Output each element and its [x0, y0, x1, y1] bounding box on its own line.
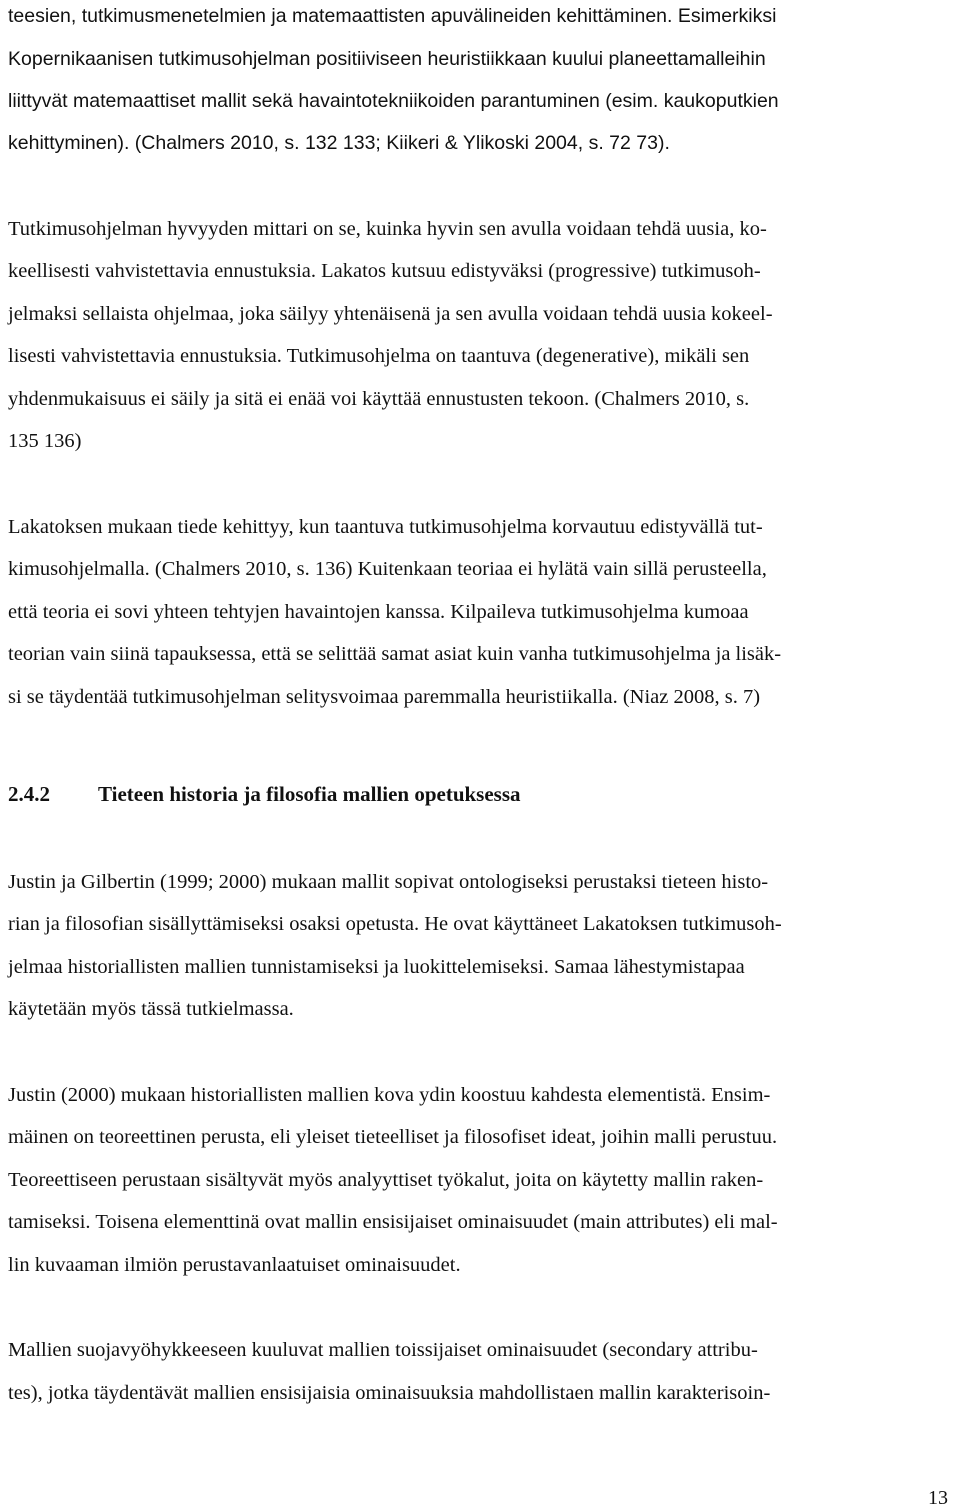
text-line: käytetään myös tässä tutkielmassa.: [8, 998, 294, 1020]
text-line: Lakatoksen mukaan tiede kehittyy, kun taantuva tutkimusohjelma korvautuu edistyvällä tut-: [8, 516, 763, 538]
text-line: tes), jotka täydentävät mallien ensisijaisia ominaisuuksia mahdollistaen mallin karakterisoin-: [8, 1382, 771, 1404]
text-line: teesien, tutkimusmenetelmien ja matemaattisten apuvälineiden kehittäminen. Esimerkiksi: [8, 5, 777, 27]
text-line: tamiseksi. Toisena elementtinä ovat mallin ensisijaiset ominaisuudet (main attributes) eli mal-: [8, 1211, 778, 1233]
text-line: että teoria ei sovi yhteen tehtyjen havaintojen kanssa. Kilpaileva tutkimusohjelma kumoaa: [8, 601, 749, 623]
text-line: Justin ja Gilbertin (1999; 2000) mukaan mallit sopivat ontologiseksi perustaksi tieteen histo-: [8, 871, 769, 893]
text-line: Teoreettiseen perustaan sisältyvät myös analyyttiset työkalut, joita on käytetty mallin raken-: [8, 1169, 764, 1191]
text-line: liittyvät matemaattiset mallit sekä havaintotekniikoiden parantuminen (esim. kaukoputkien: [8, 90, 779, 112]
text-line: jelmaa historiallisten mallien tunnistamiseksi ja luokittelemiseksi. Samaa lähestymistapaa: [8, 956, 745, 978]
text-line: si se täydentää tutkimusohjelman selitysvoimaa paremmalla heuristiikalla. (Niaz 2008, s. 7): [8, 686, 761, 708]
text-line: Justin (2000) mukaan historiallisten mallien kova ydin koostuu kahdesta elementistä. Ensim-: [8, 1084, 771, 1106]
text-line: keellisesti vahvistettavia ennustuksia. Lakatos kutsuu edistyväksi (progressive) tutkimusoh-: [8, 260, 761, 282]
text-line: Mallien suojavyöhykkeeseen kuuluvat mallien toissijaiset ominaisuudet (secondary attribu-: [8, 1339, 758, 1361]
text-line: rian ja filosofian sisällyttämiseksi osaksi opetusta. He ovat käyttäneet Lakatoksen tutkimusoh-: [8, 913, 782, 935]
text-line: mäinen on teoreettinen perusta, eli yleiset tieteelliset ja filosofiset ideat, joihin malli perustuu.: [8, 1126, 778, 1148]
text-line: kehittyminen). (Chalmers 2010, s. 132 133; Kiikeri & Ylikoski 2004, s. 72 73).: [8, 132, 670, 154]
text-line: 135 136): [8, 430, 82, 452]
page-number: 13: [928, 1487, 948, 1509]
text-line: lin kuvaaman ilmiön perustavanlaatuiset ominaisuudet.: [8, 1254, 461, 1276]
text-line: teorian vain siinä tapauksessa, että se selittää samat asiat kuin vanha tutkimusohjelma ja lisäk-: [8, 643, 782, 665]
section-number: 2.4.2: [8, 782, 50, 806]
section-heading: [8, 780, 521, 808]
text-line: Tutkimusohjelman hyvyyden mittari on se, kuinka hyvin sen avulla voidaan tehdä uusia, ko-: [8, 218, 767, 240]
text-line: Kopernikaanisen tutkimusohjelman positiiviseen heuristiikkaan kuului planeettamalleihin: [8, 48, 766, 70]
text-line: jelmaksi sellaista ohjelmaa, joka säilyy yhtenäisenä ja sen avulla voidaan tehdä uusia kokeel-: [8, 303, 773, 325]
text-line: yhdenmukaisuus ei säily ja sitä ei enää voi käyttää ennustusten tekoon. (Chalmers 2010, s.: [8, 388, 750, 410]
text-line: lisesti vahvistettavia ennustuksia. Tutkimusohjelma on taantuva (degenerative), mikäli sen: [8, 345, 750, 367]
section-title: Tieteen historia ja filosofia mallien opetuksessa: [98, 782, 521, 806]
text-line: kimusohjelmalla. (Chalmers 2010, s. 136) Kuitenkaan teoriaa ei hylätä vain sillä perusteella,: [8, 558, 767, 580]
